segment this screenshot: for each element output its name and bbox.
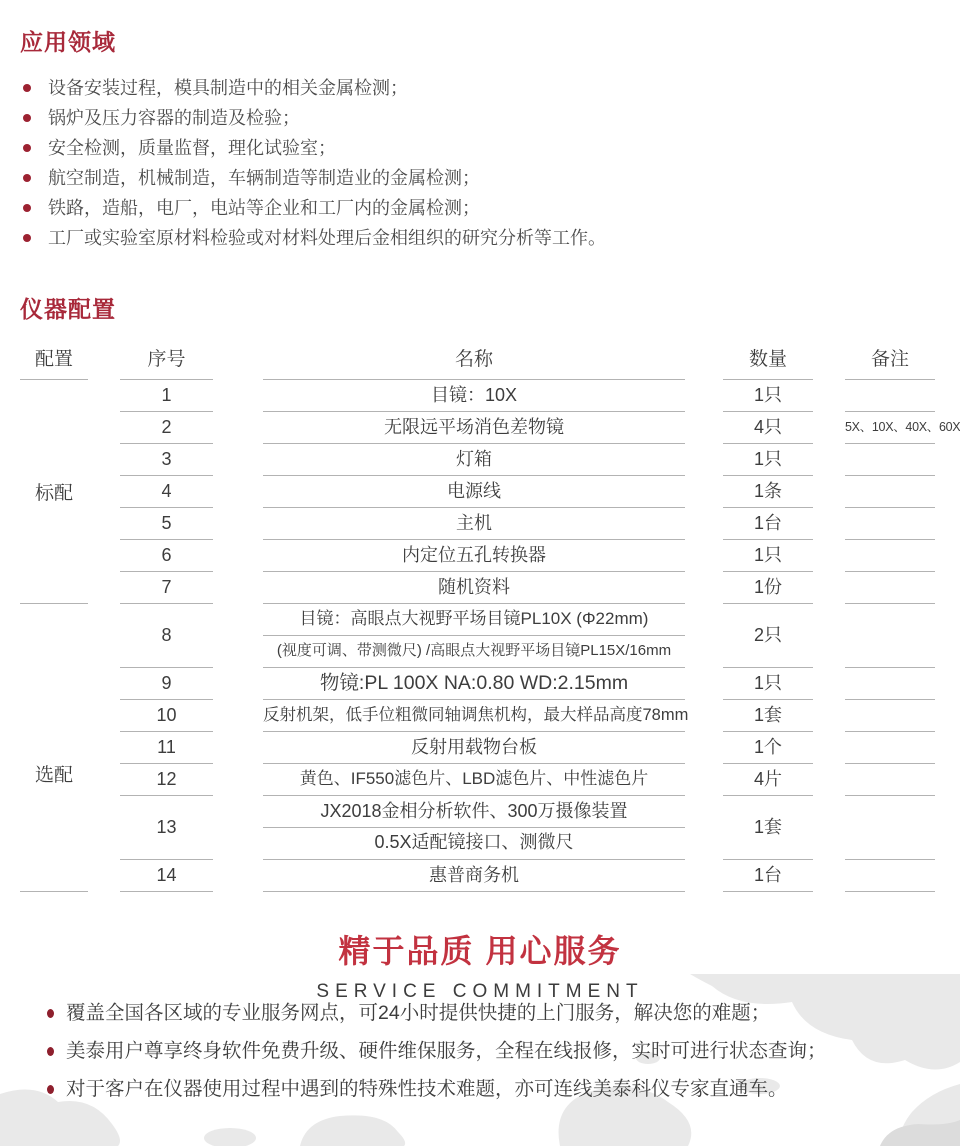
spacer bbox=[213, 380, 263, 412]
cell-note bbox=[845, 508, 935, 540]
section-applications bbox=[0, 0, 960, 253]
table-row bbox=[120, 444, 935, 476]
table-row bbox=[120, 476, 935, 508]
section-configuration bbox=[0, 291, 960, 892]
cell-no: 11 bbox=[120, 732, 213, 764]
cell-name: 目镜：10X bbox=[263, 380, 685, 412]
service-list bbox=[0, 974, 960, 1108]
table-row bbox=[120, 412, 960, 444]
table-row bbox=[120, 732, 935, 764]
cell-note bbox=[845, 700, 935, 732]
spacer bbox=[213, 572, 263, 604]
cell-no: 10 bbox=[120, 700, 213, 732]
spacer bbox=[685, 476, 723, 508]
list-item bbox=[40, 1070, 960, 1108]
table-row bbox=[120, 604, 935, 668]
cell-name: 黄色、IF550滤色片、LBD滤色片、中性滤色片 bbox=[263, 764, 685, 796]
spacer bbox=[213, 412, 263, 444]
application-item-text: 设备安装过程，模具制造中的相关金属检测； bbox=[48, 78, 408, 98]
list-item bbox=[40, 994, 960, 1032]
table-body bbox=[20, 380, 960, 892]
cell-note bbox=[845, 444, 935, 476]
table-row bbox=[120, 380, 935, 412]
table-row bbox=[120, 540, 935, 572]
config-group-column bbox=[20, 380, 88, 892]
cell-name-line2: 0.5X适配镜接口、测微尺 bbox=[374, 832, 574, 852]
spacer bbox=[213, 342, 263, 380]
spacer bbox=[813, 764, 845, 796]
spacer bbox=[213, 700, 263, 732]
cell-no: 2 bbox=[120, 412, 213, 444]
spacer bbox=[685, 572, 723, 604]
cell-name-line2: (视度可调、带测微尺) /高眼点大视野平场目镜PL15X/16mm bbox=[276, 642, 672, 659]
cell-no: 5 bbox=[120, 508, 213, 540]
cell-qty: 1条 bbox=[723, 476, 813, 508]
spacer bbox=[685, 796, 723, 860]
spacer bbox=[813, 380, 845, 412]
application-item-text: 锅炉及压力容器的制造及检验； bbox=[48, 108, 300, 128]
spacer bbox=[685, 380, 723, 412]
cell-no: 3 bbox=[120, 444, 213, 476]
spacer bbox=[213, 860, 263, 892]
commitment-subtitle: SERVICE COMMITMENT bbox=[316, 981, 644, 1002]
bullet-dot-icon bbox=[47, 1085, 54, 1094]
cell-qty: 1只 bbox=[723, 668, 813, 700]
cell-note bbox=[845, 796, 935, 860]
cell-note bbox=[845, 476, 935, 508]
cell-name: 内定位五孔转换器 bbox=[263, 540, 685, 572]
spacer bbox=[813, 732, 845, 764]
group-label-optional: 选配 bbox=[20, 604, 88, 892]
list-item bbox=[40, 1032, 960, 1070]
table-header-row bbox=[20, 342, 935, 380]
cell-no: 9 bbox=[120, 668, 213, 700]
spacer bbox=[813, 604, 845, 668]
application-item-text: 安全检测，质量监督，理化试验室； bbox=[48, 138, 336, 158]
column-header-qty: 数量 bbox=[723, 342, 813, 380]
cell-name-line1: 目镜：高眼点大视野平场目镜PL10X (Φ22mm) bbox=[263, 604, 685, 636]
service-item-text: 美泰用户尊享终身软件免费升级、硬件维保服务，全程在线报修，实时可进行状态查询； bbox=[66, 1040, 827, 1062]
spacer bbox=[685, 732, 723, 764]
table-row bbox=[120, 860, 935, 892]
cell-qty: 1台 bbox=[723, 860, 813, 892]
cell-note bbox=[845, 604, 935, 668]
cell-note bbox=[845, 540, 935, 572]
cell-qty: 1个 bbox=[723, 732, 813, 764]
cell-qty: 2只 bbox=[723, 604, 813, 668]
cell-qty: 1只 bbox=[723, 380, 813, 412]
spacer bbox=[685, 764, 723, 796]
spacer bbox=[813, 540, 845, 572]
spacer bbox=[813, 444, 845, 476]
column-header-name: 名称 bbox=[263, 342, 685, 380]
column-header-config: 配置 bbox=[20, 342, 88, 380]
cell-name: 灯箱 bbox=[263, 444, 685, 476]
spacer bbox=[685, 412, 723, 444]
cell-qty: 1份 bbox=[723, 572, 813, 604]
list-item bbox=[20, 163, 960, 193]
list-item bbox=[20, 73, 960, 103]
bullet-dot-icon bbox=[23, 84, 31, 92]
bullet-dot-icon bbox=[23, 114, 31, 122]
bullet-dot-icon bbox=[23, 204, 31, 212]
spacer bbox=[213, 668, 263, 700]
spacer bbox=[813, 508, 845, 540]
cell-no: 6 bbox=[120, 540, 213, 572]
cell-no: 12 bbox=[120, 764, 213, 796]
spacer bbox=[88, 342, 120, 380]
cell-name: 随机资料 bbox=[263, 572, 685, 604]
cell-no: 7 bbox=[120, 572, 213, 604]
spacer bbox=[685, 508, 723, 540]
bullet-dot-icon bbox=[47, 1047, 54, 1056]
cell-name bbox=[263, 604, 685, 668]
table-row bbox=[120, 764, 935, 796]
spacer bbox=[813, 342, 845, 380]
application-item-text: 铁路，造船，电厂，电站等企业和工厂内的金属检测； bbox=[48, 198, 480, 218]
spacer bbox=[813, 668, 845, 700]
service-item-text: 覆盖全国各区域的专业服务网点，可24小时提供快捷的上门服务，解决您的难题； bbox=[66, 1002, 771, 1024]
table-row bbox=[120, 572, 935, 604]
cell-qty: 1只 bbox=[723, 444, 813, 476]
cell-name: 物镜:PL 100X NA:0.80 WD:2.15mm bbox=[263, 668, 685, 700]
table-rows bbox=[120, 380, 960, 892]
cell-no: 4 bbox=[120, 476, 213, 508]
configuration-table bbox=[20, 342, 960, 892]
cell-note: 5X、10X、40X、60X bbox=[845, 412, 935, 444]
spacer bbox=[213, 444, 263, 476]
configuration-title: 仪器配置 bbox=[20, 296, 116, 322]
spacer bbox=[213, 604, 263, 668]
cell-name: 惠普商务机 bbox=[263, 860, 685, 892]
spacer bbox=[813, 476, 845, 508]
list-item bbox=[20, 223, 960, 253]
bullet-dot-icon bbox=[23, 234, 31, 242]
application-item-text: 航空制造，机械制造，车辆制造等制造业的金属检测； bbox=[48, 168, 480, 188]
cell-note bbox=[845, 732, 935, 764]
cell-qty: 1套 bbox=[723, 700, 813, 732]
cell-qty: 1台 bbox=[723, 508, 813, 540]
cell-name bbox=[263, 796, 685, 860]
application-item-text: 工厂或实验室原材料检验或对材料处理后金相组织的研究分析等工作。 bbox=[48, 228, 606, 248]
cell-qty: 4只 bbox=[723, 412, 813, 444]
cell-no: 8 bbox=[120, 604, 213, 668]
bullet-dot-icon bbox=[23, 174, 31, 182]
applications-title: 应用领域 bbox=[20, 29, 116, 55]
bullet-dot-icon bbox=[47, 1009, 54, 1018]
spacer bbox=[213, 764, 263, 796]
table-row bbox=[120, 796, 935, 860]
cell-note bbox=[845, 572, 935, 604]
cell-note bbox=[845, 668, 935, 700]
spacer bbox=[213, 540, 263, 572]
spacer bbox=[685, 860, 723, 892]
cell-no: 14 bbox=[120, 860, 213, 892]
spacer bbox=[213, 732, 263, 764]
cell-name-line1: JX2018金相分析软件、300万摄像装置 bbox=[263, 796, 685, 828]
list-item bbox=[20, 103, 960, 133]
table-row bbox=[120, 700, 935, 732]
spacer bbox=[213, 476, 263, 508]
cell-qty: 1只 bbox=[723, 540, 813, 572]
spacer bbox=[685, 342, 723, 380]
list-item bbox=[20, 133, 960, 163]
spacer bbox=[685, 540, 723, 572]
cell-name: 无限远平场消色差物镜 bbox=[263, 412, 685, 444]
cell-qty: 1套 bbox=[723, 796, 813, 860]
spacer bbox=[213, 796, 263, 860]
table-row bbox=[120, 668, 935, 700]
cell-name: 电源线 bbox=[263, 476, 685, 508]
cell-note bbox=[845, 380, 935, 412]
cell-note bbox=[845, 860, 935, 892]
spacer bbox=[813, 412, 845, 444]
cell-no: 13 bbox=[120, 796, 213, 860]
spacer bbox=[213, 508, 263, 540]
spacer bbox=[813, 860, 845, 892]
cell-note bbox=[845, 764, 935, 796]
cell-qty: 4片 bbox=[723, 764, 813, 796]
spacer bbox=[685, 700, 723, 732]
column-header-note: 备注 bbox=[845, 342, 935, 380]
cell-name: 反射用载物台板 bbox=[263, 732, 685, 764]
applications-list bbox=[20, 73, 960, 253]
service-item-text: 对于客户在仪器使用过程中遇到的特殊性技术难题，亦可连线美泰科仪专家直通车。 bbox=[66, 1078, 788, 1100]
spacer bbox=[685, 604, 723, 668]
spacer bbox=[685, 444, 723, 476]
cell-name: 主机 bbox=[263, 508, 685, 540]
list-item bbox=[20, 193, 960, 223]
bullet-dot-icon bbox=[23, 144, 31, 152]
spacer bbox=[813, 796, 845, 860]
cell-name: 反射机架，低手位粗微同轴调焦机构，最大样品高度78mm bbox=[263, 700, 685, 732]
spacer bbox=[813, 572, 845, 604]
spacer bbox=[685, 668, 723, 700]
group-label-standard: 标配 bbox=[20, 380, 88, 604]
cell-no: 1 bbox=[120, 380, 213, 412]
service-section bbox=[0, 974, 960, 1146]
commitment-slogan: 精于品质 用心服务 bbox=[338, 933, 622, 969]
column-header-no: 序号 bbox=[120, 342, 213, 380]
table-row bbox=[120, 508, 935, 540]
spacer bbox=[813, 700, 845, 732]
